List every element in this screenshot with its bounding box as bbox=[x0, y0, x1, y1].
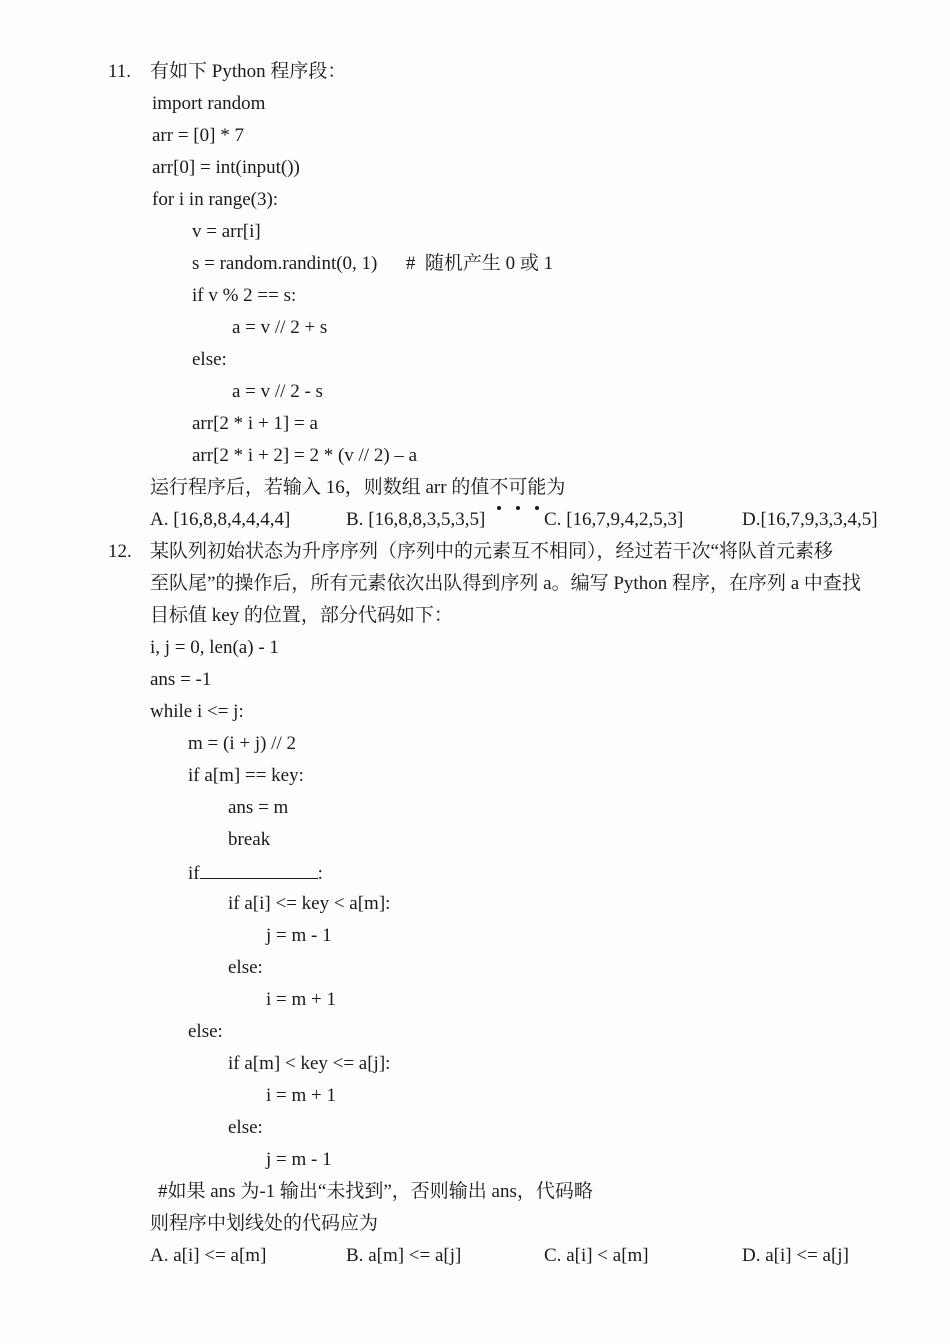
q11-code-line: a = v // 2 - s bbox=[232, 381, 323, 402]
q11-code-line: arr = [0] * 7 bbox=[152, 125, 244, 146]
q12-code-line: i = m + 1 bbox=[266, 989, 336, 1010]
q12-stem-line: 某队列初始状态为升序序列（序列中的元素互不相同），经过若干次“将队首元素移 bbox=[150, 541, 833, 562]
q12-code-line: i = m + 1 bbox=[266, 1085, 336, 1106]
emphasis-char: 可 bbox=[508, 474, 527, 502]
q12-code-line: else: bbox=[228, 957, 263, 978]
q12-code-line: break bbox=[228, 829, 271, 850]
answer-blank bbox=[200, 858, 318, 879]
q11-code-line: if v % 2 == s: bbox=[192, 285, 297, 306]
q11-option-a: A. [16,8,8,4,4,4,4] bbox=[150, 509, 291, 530]
q11-code-line: arr[0] = int(input()) bbox=[152, 157, 300, 178]
q11-number: 11. bbox=[108, 61, 132, 82]
q11-code-line: a = v // 2 + s bbox=[232, 317, 328, 338]
q11-question: 运行程序后，若输入 16，则数组 arr 的值不可能为 bbox=[150, 474, 565, 502]
q11-code-line: s = random.randint(0, 1) # 随机产生 0 或 1 bbox=[192, 253, 554, 274]
q11-code-line: arr[2 * i + 2] = 2 * (v // 2) – a bbox=[192, 445, 418, 466]
q12-code-line: while i <= j: bbox=[150, 701, 244, 722]
q12-code-line: if a[i] <= key < a[m]: bbox=[228, 893, 391, 914]
emphasis-char: 不 bbox=[489, 474, 508, 502]
q12-stem-line: 至队尾”的操作后，所有元素依次出队得到序列 a。编写 Python 程序，在序列 a 中查找 bbox=[150, 573, 861, 594]
q12-code-line: ans = m bbox=[228, 797, 289, 818]
q12-code-line: m = (i + j) // 2 bbox=[188, 733, 296, 754]
q11-option-b: B. [16,8,8,3,5,3,5] bbox=[346, 509, 486, 530]
q11-option-d: D.[16,7,9,3,3,4,5] bbox=[742, 509, 878, 530]
q12-code-line: i, j = 0, len(a) - 1 bbox=[150, 637, 279, 658]
q12-option-c: C. a[i] < a[m] bbox=[544, 1245, 649, 1266]
q12-question: 则程序中划线处的代码应为 bbox=[150, 1213, 379, 1234]
q11-code-line: import random bbox=[152, 93, 266, 114]
q12-option-b: B. a[m] <= a[j] bbox=[346, 1245, 462, 1266]
q11-option-c: C. [16,7,9,4,2,5,3] bbox=[544, 509, 684, 530]
q12-code-line: j = m - 1 bbox=[266, 925, 332, 946]
q12-code-line: else: bbox=[228, 1117, 263, 1138]
q11-stem: 有如下 Python 程序段： bbox=[150, 61, 347, 82]
q12-code-line: if a[m] == key: bbox=[188, 765, 304, 786]
emphasis-char: 能 bbox=[527, 474, 546, 502]
q12-code-line: if a[m] < key <= a[j]: bbox=[228, 1053, 391, 1074]
q12-code-line: j = m - 1 bbox=[266, 1149, 332, 1170]
q11-code-line: arr[2 * i + 1] = a bbox=[192, 413, 318, 434]
q12-blank-line: if : bbox=[188, 858, 323, 888]
q11-code-line: for i in range(3): bbox=[152, 189, 279, 210]
q12-code-comment: #如果 ans 为-1 输出“未找到”，否则输出 ans，代码略 bbox=[158, 1181, 593, 1202]
q12-code-line: else: bbox=[188, 1021, 223, 1042]
q12-option-a: A. a[i] <= a[m] bbox=[150, 1245, 267, 1266]
q12-number: 12. bbox=[108, 541, 132, 562]
q12-stem-line: 目标值 key 的位置，部分代码如下： bbox=[150, 605, 453, 626]
q11-code-line: else: bbox=[192, 349, 227, 370]
q12-code-line: ans = -1 bbox=[150, 669, 212, 690]
q11-code-line: v = arr[i] bbox=[192, 221, 261, 242]
q12-option-d: D. a[i] <= a[j] bbox=[742, 1245, 849, 1266]
